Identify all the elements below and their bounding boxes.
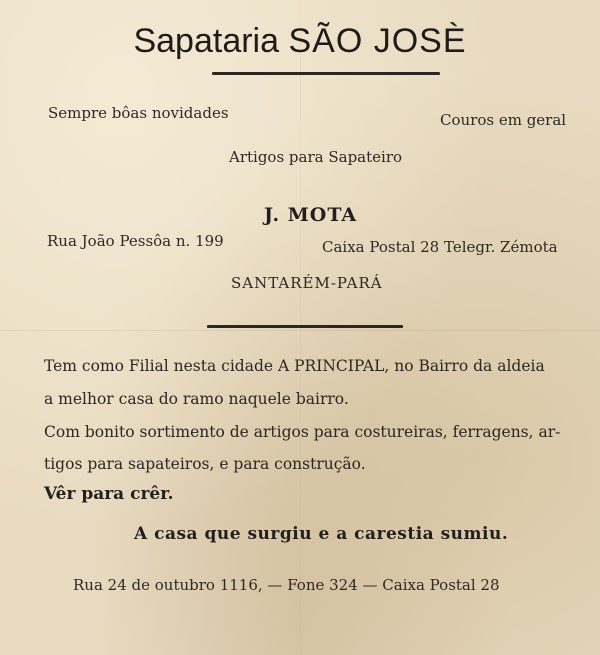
- section-divider: [207, 325, 403, 328]
- store-title-name: SÃO JOSÈ: [288, 22, 467, 60]
- owner-address: Rua João Pessôa n. 199: [47, 232, 224, 250]
- title-underline: [212, 72, 440, 75]
- tagline-center: Artigos para Sapateiro: [229, 148, 403, 166]
- owner-postal: Caixa Postal 28 Telegr. Zémota: [322, 238, 558, 256]
- owner-name: J. MOTA: [264, 204, 358, 226]
- footer-contact: Rua 24 de outubro 1116, — Fone 324 — Caixa Postal 28: [73, 576, 500, 594]
- tagline-right: Couros em geral: [440, 111, 567, 129]
- body-line-1: Tem como Filial nesta cidade A PRINCIPAL, no Bairro da aldeia: [44, 357, 545, 375]
- city-name: SANTARÉM-PARÁ: [231, 274, 383, 292]
- store-title-prefix: Sapataria: [133, 22, 280, 60]
- body-line-2: a melhor casa do ramo naquele bairro.: [44, 390, 349, 408]
- store-title: [0, 24, 600, 58]
- body-line-4: tigos para sapateiros, e para construção.: [44, 455, 366, 473]
- tagline-left: Sempre bôas novidades: [48, 104, 229, 122]
- motto: Vêr para crêr.: [44, 484, 174, 504]
- body-line-3: Com bonito sortimento de artigos para costureiras, ferragens, ar-: [44, 423, 561, 441]
- slogan: A casa que surgiu e a carestia sumiu.: [134, 524, 509, 544]
